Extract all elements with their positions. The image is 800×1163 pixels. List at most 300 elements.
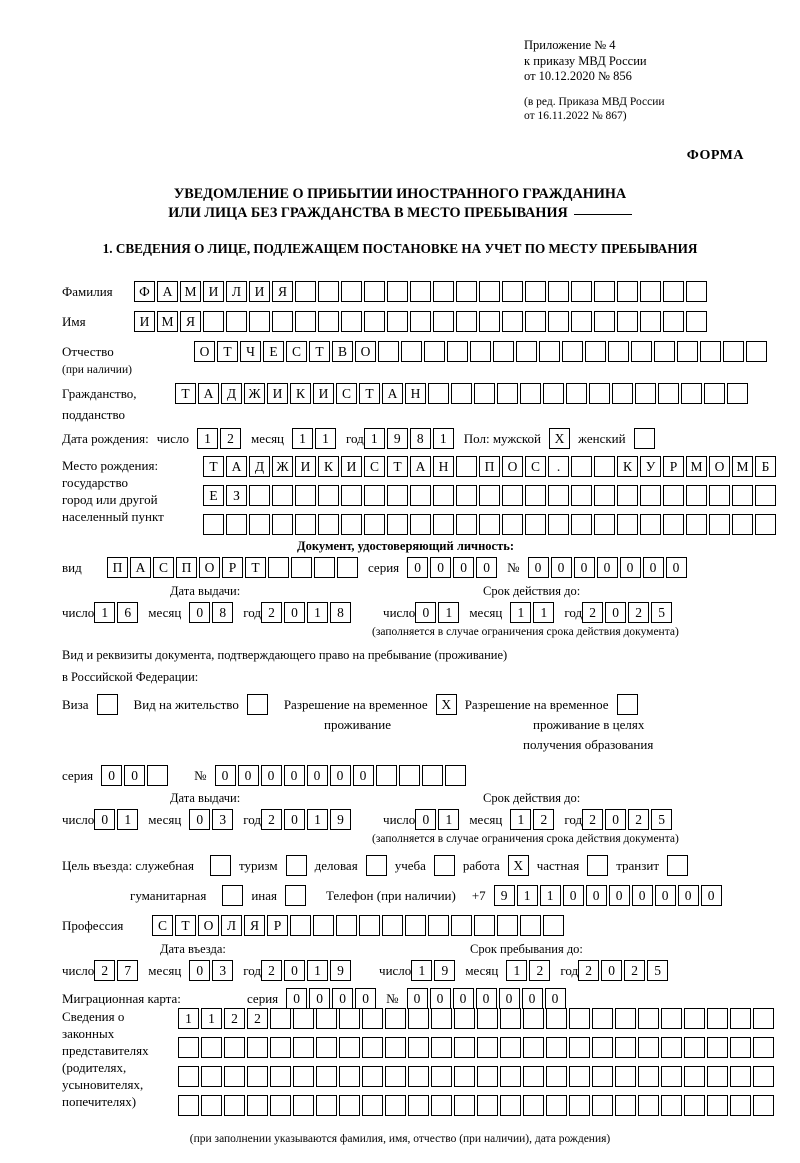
- cell[interactable]: 0: [563, 885, 584, 906]
- cell[interactable]: [638, 1008, 659, 1029]
- cell[interactable]: [362, 1008, 383, 1029]
- cell[interactable]: [615, 1008, 636, 1029]
- cell[interactable]: [433, 514, 454, 535]
- cell[interactable]: 2: [224, 1008, 245, 1029]
- cell[interactable]: 0: [701, 885, 722, 906]
- cell[interactable]: Т: [175, 915, 196, 936]
- cell[interactable]: [592, 1066, 613, 1087]
- cell[interactable]: Т: [359, 383, 380, 404]
- cell[interactable]: [362, 1037, 383, 1058]
- cell[interactable]: [638, 1095, 659, 1116]
- residence-checkbox[interactable]: [247, 694, 268, 715]
- stay-valid-year-cells[interactable]: [582, 809, 674, 830]
- cell[interactable]: 2: [529, 960, 550, 981]
- cell[interactable]: [617, 281, 638, 302]
- cell[interactable]: 1: [315, 428, 336, 449]
- cell[interactable]: [479, 514, 500, 535]
- stay-day-cells[interactable]: [411, 960, 457, 981]
- representatives-row4-cells[interactable]: [178, 1095, 776, 1116]
- cell[interactable]: [382, 915, 403, 936]
- cell[interactable]: [746, 341, 767, 362]
- cell[interactable]: [525, 281, 546, 302]
- cell[interactable]: [316, 1066, 337, 1087]
- cell[interactable]: [661, 1008, 682, 1029]
- cell[interactable]: [569, 1095, 590, 1116]
- purpose-study-checkbox[interactable]: [434, 855, 455, 876]
- cell[interactable]: [401, 341, 422, 362]
- cell[interactable]: И: [134, 311, 155, 332]
- cell[interactable]: А: [382, 383, 403, 404]
- cell[interactable]: С: [152, 915, 173, 936]
- cell[interactable]: К: [617, 456, 638, 477]
- cell[interactable]: [147, 765, 168, 786]
- cell[interactable]: [295, 514, 316, 535]
- cell[interactable]: 0: [330, 765, 351, 786]
- cell[interactable]: К: [318, 456, 339, 477]
- cell[interactable]: Н: [433, 456, 454, 477]
- cell[interactable]: [362, 1066, 383, 1087]
- cell[interactable]: [497, 383, 518, 404]
- cell[interactable]: 1: [510, 602, 531, 623]
- cell[interactable]: [686, 311, 707, 332]
- cell[interactable]: [178, 1095, 199, 1116]
- cell[interactable]: И: [267, 383, 288, 404]
- cell[interactable]: 0: [355, 988, 376, 1009]
- cell[interactable]: [594, 281, 615, 302]
- cell[interactable]: Р: [267, 915, 288, 936]
- cell[interactable]: [431, 1008, 452, 1029]
- cell[interactable]: [456, 456, 477, 477]
- cell[interactable]: [378, 341, 399, 362]
- cell[interactable]: 1: [307, 809, 328, 830]
- identity-doc-number-cells[interactable]: [528, 557, 689, 578]
- cell[interactable]: 0: [284, 765, 305, 786]
- cell[interactable]: .: [548, 456, 569, 477]
- cell[interactable]: 6: [117, 602, 138, 623]
- cell[interactable]: [270, 1037, 291, 1058]
- cell[interactable]: [226, 514, 247, 535]
- cell[interactable]: 2: [247, 1008, 268, 1029]
- cell[interactable]: [451, 383, 472, 404]
- cell[interactable]: 5: [651, 809, 672, 830]
- cell[interactable]: Е: [263, 341, 284, 362]
- cell[interactable]: [249, 311, 270, 332]
- cell[interactable]: [313, 915, 334, 936]
- cell[interactable]: 0: [415, 809, 436, 830]
- cell[interactable]: Я: [244, 915, 265, 936]
- cell[interactable]: Р: [222, 557, 243, 578]
- cell[interactable]: Ф: [134, 281, 155, 302]
- cell[interactable]: [270, 1066, 291, 1087]
- cell[interactable]: 1: [307, 960, 328, 981]
- cell[interactable]: [224, 1037, 245, 1058]
- cell[interactable]: [525, 485, 546, 506]
- cell[interactable]: [755, 485, 776, 506]
- stay-doc-number-cells[interactable]: [215, 765, 468, 786]
- cell[interactable]: [681, 383, 702, 404]
- cell[interactable]: [318, 311, 339, 332]
- cell[interactable]: 0: [101, 765, 122, 786]
- cell[interactable]: 0: [545, 988, 566, 1009]
- cell[interactable]: [707, 1095, 728, 1116]
- cell[interactable]: [571, 485, 592, 506]
- cell[interactable]: [272, 485, 293, 506]
- identity-doc-series-cells[interactable]: [407, 557, 499, 578]
- entry-year-cells[interactable]: [261, 960, 353, 981]
- cell[interactable]: [612, 383, 633, 404]
- cell[interactable]: 9: [434, 960, 455, 981]
- cell[interactable]: [408, 1095, 429, 1116]
- cell[interactable]: [730, 1066, 751, 1087]
- sex-male-checkbox[interactable]: X: [549, 428, 570, 449]
- cell[interactable]: 3: [212, 809, 233, 830]
- representatives-row1-cells[interactable]: [178, 1008, 776, 1029]
- stay-year-cells[interactable]: [578, 960, 670, 981]
- cell[interactable]: [753, 1037, 774, 1058]
- cell[interactable]: А: [410, 456, 431, 477]
- cell[interactable]: [500, 1008, 521, 1029]
- identity-issue-day-cells[interactable]: [94, 602, 140, 623]
- cell[interactable]: [408, 1008, 429, 1029]
- cell[interactable]: [293, 1037, 314, 1058]
- cell[interactable]: [520, 915, 541, 936]
- cell[interactable]: 9: [330, 809, 351, 830]
- cell[interactable]: [451, 915, 472, 936]
- cell[interactable]: Т: [309, 341, 330, 362]
- cell[interactable]: [410, 485, 431, 506]
- cell[interactable]: [428, 383, 449, 404]
- cell[interactable]: [477, 1066, 498, 1087]
- cell[interactable]: 0: [551, 557, 572, 578]
- cell[interactable]: 0: [476, 988, 497, 1009]
- stay-issue-day-cells[interactable]: [94, 809, 140, 830]
- cell[interactable]: [224, 1066, 245, 1087]
- cell[interactable]: [615, 1037, 636, 1058]
- cell[interactable]: [707, 1037, 728, 1058]
- cell[interactable]: [686, 514, 707, 535]
- cell[interactable]: [617, 514, 638, 535]
- cell[interactable]: 2: [261, 809, 282, 830]
- cell[interactable]: [709, 514, 730, 535]
- cell[interactable]: 9: [387, 428, 408, 449]
- cell[interactable]: [470, 341, 491, 362]
- cell[interactable]: [364, 514, 385, 535]
- cell[interactable]: [316, 1008, 337, 1029]
- cell[interactable]: [341, 485, 362, 506]
- cell[interactable]: [479, 311, 500, 332]
- cell[interactable]: [339, 1066, 360, 1087]
- cell[interactable]: 9: [494, 885, 515, 906]
- cell[interactable]: [249, 514, 270, 535]
- identity-valid-year-cells[interactable]: [582, 602, 674, 623]
- patronymic-cells[interactable]: [194, 341, 769, 362]
- cell[interactable]: [732, 514, 753, 535]
- cell[interactable]: [316, 1037, 337, 1058]
- cell[interactable]: [730, 1095, 751, 1116]
- cell[interactable]: [546, 1095, 567, 1116]
- cell[interactable]: И: [313, 383, 334, 404]
- cell[interactable]: [571, 281, 592, 302]
- cell[interactable]: 0: [94, 809, 115, 830]
- cell[interactable]: [663, 485, 684, 506]
- identity-valid-day-cells[interactable]: [415, 602, 461, 623]
- cell[interactable]: [617, 311, 638, 332]
- cell[interactable]: [562, 341, 583, 362]
- cell[interactable]: 1: [510, 809, 531, 830]
- cell[interactable]: [431, 1066, 452, 1087]
- purpose-other-checkbox[interactable]: [285, 885, 306, 906]
- cell[interactable]: [663, 311, 684, 332]
- cell[interactable]: А: [157, 281, 178, 302]
- cell[interactable]: [684, 1066, 705, 1087]
- cell[interactable]: [385, 1066, 406, 1087]
- cell[interactable]: [755, 514, 776, 535]
- cell[interactable]: [387, 514, 408, 535]
- cell[interactable]: [290, 915, 311, 936]
- cell[interactable]: 0: [189, 602, 210, 623]
- cell[interactable]: [707, 1066, 728, 1087]
- cell[interactable]: [454, 1037, 475, 1058]
- cell[interactable]: С: [364, 456, 385, 477]
- cell[interactable]: 2: [624, 960, 645, 981]
- cell[interactable]: [631, 341, 652, 362]
- cell[interactable]: [635, 383, 656, 404]
- cell[interactable]: П: [176, 557, 197, 578]
- cell[interactable]: 1: [201, 1008, 222, 1029]
- cell[interactable]: А: [198, 383, 219, 404]
- cell[interactable]: [293, 1066, 314, 1087]
- cell[interactable]: [410, 514, 431, 535]
- cell[interactable]: [387, 485, 408, 506]
- cell[interactable]: О: [502, 456, 523, 477]
- cell[interactable]: 5: [647, 960, 668, 981]
- entry-month-cells[interactable]: [189, 960, 235, 981]
- cell[interactable]: [615, 1095, 636, 1116]
- cell[interactable]: 0: [284, 960, 305, 981]
- cell[interactable]: И: [341, 456, 362, 477]
- cell[interactable]: [385, 1037, 406, 1058]
- cell[interactable]: 0: [655, 885, 676, 906]
- cell[interactable]: [339, 1008, 360, 1029]
- cell[interactable]: [454, 1008, 475, 1029]
- purpose-work-checkbox[interactable]: X: [508, 855, 529, 876]
- cell[interactable]: [268, 557, 289, 578]
- cell[interactable]: 0: [407, 988, 428, 1009]
- cell[interactable]: [474, 383, 495, 404]
- cell[interactable]: 1: [292, 428, 313, 449]
- cell[interactable]: [178, 1037, 199, 1058]
- cell[interactable]: [454, 1095, 475, 1116]
- cell[interactable]: [408, 1066, 429, 1087]
- identity-issue-month-cells[interactable]: [189, 602, 235, 623]
- cell[interactable]: [408, 1037, 429, 1058]
- cell[interactable]: [178, 1066, 199, 1087]
- cell[interactable]: [707, 1008, 728, 1029]
- cell[interactable]: [428, 915, 449, 936]
- cell[interactable]: 0: [407, 557, 428, 578]
- cell[interactable]: Т: [245, 557, 266, 578]
- cell[interactable]: 7: [117, 960, 138, 981]
- cell[interactable]: [638, 1066, 659, 1087]
- cell[interactable]: 0: [189, 960, 210, 981]
- cell[interactable]: 2: [578, 960, 599, 981]
- cell[interactable]: У: [640, 456, 661, 477]
- cell[interactable]: 0: [332, 988, 353, 1009]
- cell[interactable]: 2: [628, 602, 649, 623]
- cell[interactable]: [654, 341, 675, 362]
- cell[interactable]: [226, 311, 247, 332]
- identity-valid-month-cells[interactable]: [510, 602, 556, 623]
- cell[interactable]: [753, 1008, 774, 1029]
- name-cells[interactable]: [134, 311, 709, 332]
- cell[interactable]: [293, 1095, 314, 1116]
- cell[interactable]: [410, 281, 431, 302]
- cell[interactable]: [500, 1066, 521, 1087]
- cell[interactable]: [594, 485, 615, 506]
- cell[interactable]: [548, 485, 569, 506]
- birth-place-row2-cells[interactable]: [203, 485, 778, 506]
- stay-month-cells[interactable]: [506, 960, 552, 981]
- cell[interactable]: [730, 1037, 751, 1058]
- cell[interactable]: 0: [620, 557, 641, 578]
- cell[interactable]: [433, 281, 454, 302]
- cell[interactable]: [479, 485, 500, 506]
- cell[interactable]: [431, 1095, 452, 1116]
- purpose-tourism-checkbox[interactable]: [286, 855, 307, 876]
- cell[interactable]: [424, 341, 445, 362]
- cell[interactable]: 0: [597, 557, 618, 578]
- cell[interactable]: 0: [215, 765, 236, 786]
- cell[interactable]: 1: [197, 428, 218, 449]
- cell[interactable]: [502, 485, 523, 506]
- cell[interactable]: З: [226, 485, 247, 506]
- cell[interactable]: 0: [284, 809, 305, 830]
- cell[interactable]: [502, 281, 523, 302]
- cell[interactable]: Т: [203, 456, 224, 477]
- cell[interactable]: [337, 557, 358, 578]
- cell[interactable]: [477, 1008, 498, 1029]
- cell[interactable]: О: [709, 456, 730, 477]
- cell[interactable]: [249, 485, 270, 506]
- cell[interactable]: [479, 281, 500, 302]
- cell[interactable]: [502, 311, 523, 332]
- cell[interactable]: 1: [506, 960, 527, 981]
- cell[interactable]: [270, 1095, 291, 1116]
- cell[interactable]: [525, 311, 546, 332]
- purpose-business-checkbox[interactable]: [366, 855, 387, 876]
- cell[interactable]: 0: [453, 988, 474, 1009]
- cell[interactable]: Я: [180, 311, 201, 332]
- cell[interactable]: [385, 1095, 406, 1116]
- cell[interactable]: [589, 383, 610, 404]
- cell[interactable]: [608, 341, 629, 362]
- cell[interactable]: [454, 1066, 475, 1087]
- cell[interactable]: [592, 1008, 613, 1029]
- cell[interactable]: [663, 281, 684, 302]
- cell[interactable]: 0: [286, 988, 307, 1009]
- cell[interactable]: [638, 1037, 659, 1058]
- cell[interactable]: П: [107, 557, 128, 578]
- cell[interactable]: [272, 311, 293, 332]
- cell[interactable]: [615, 1066, 636, 1087]
- cell[interactable]: [753, 1066, 774, 1087]
- cell[interactable]: 0: [632, 885, 653, 906]
- cell[interactable]: [203, 311, 224, 332]
- cell[interactable]: 0: [574, 557, 595, 578]
- cell[interactable]: [314, 557, 335, 578]
- cell[interactable]: [201, 1095, 222, 1116]
- cell[interactable]: [291, 557, 312, 578]
- cell[interactable]: [566, 383, 587, 404]
- cell[interactable]: С: [336, 383, 357, 404]
- cell[interactable]: [546, 1037, 567, 1058]
- cell[interactable]: [569, 1008, 590, 1029]
- visa-checkbox[interactable]: [97, 694, 118, 715]
- cell[interactable]: Ч: [240, 341, 261, 362]
- cell[interactable]: 2: [261, 960, 282, 981]
- cell[interactable]: [525, 514, 546, 535]
- cell[interactable]: [336, 915, 357, 936]
- cell[interactable]: [700, 341, 721, 362]
- cell[interactable]: 5: [651, 602, 672, 623]
- cell[interactable]: [474, 915, 495, 936]
- cell[interactable]: 1: [307, 602, 328, 623]
- purpose-private-checkbox[interactable]: [587, 855, 608, 876]
- cell[interactable]: [203, 514, 224, 535]
- cell[interactable]: [548, 514, 569, 535]
- cell[interactable]: [247, 1037, 268, 1058]
- cell[interactable]: [456, 485, 477, 506]
- cell[interactable]: [523, 1037, 544, 1058]
- cell[interactable]: [364, 311, 385, 332]
- cell[interactable]: 2: [261, 602, 282, 623]
- cell[interactable]: О: [194, 341, 215, 362]
- cell[interactable]: [201, 1066, 222, 1087]
- cell[interactable]: О: [355, 341, 376, 362]
- cell[interactable]: [727, 383, 748, 404]
- birth-place-row3-cells[interactable]: [203, 514, 778, 535]
- stay-valid-month-cells[interactable]: [510, 809, 556, 830]
- cell[interactable]: [617, 485, 638, 506]
- cell[interactable]: [732, 485, 753, 506]
- cell[interactable]: [569, 1066, 590, 1087]
- cell[interactable]: Р: [663, 456, 684, 477]
- cell[interactable]: 9: [330, 960, 351, 981]
- cell[interactable]: [543, 383, 564, 404]
- cell[interactable]: 1: [540, 885, 561, 906]
- cell[interactable]: [661, 1095, 682, 1116]
- cell[interactable]: [339, 1037, 360, 1058]
- cell[interactable]: 0: [586, 885, 607, 906]
- cell[interactable]: [293, 1008, 314, 1029]
- cell[interactable]: [316, 1095, 337, 1116]
- cell[interactable]: 0: [499, 988, 520, 1009]
- cell[interactable]: [433, 311, 454, 332]
- cell[interactable]: [445, 765, 466, 786]
- cell[interactable]: [405, 915, 426, 936]
- cell[interactable]: [594, 514, 615, 535]
- cell[interactable]: [571, 311, 592, 332]
- cell[interactable]: Л: [221, 915, 242, 936]
- cell[interactable]: А: [130, 557, 151, 578]
- cell[interactable]: [661, 1066, 682, 1087]
- cell[interactable]: [523, 1095, 544, 1116]
- cell[interactable]: [592, 1095, 613, 1116]
- cell[interactable]: [516, 341, 537, 362]
- cell[interactable]: Т: [387, 456, 408, 477]
- representatives-row2-cells[interactable]: [178, 1037, 776, 1058]
- cell[interactable]: [270, 1008, 291, 1029]
